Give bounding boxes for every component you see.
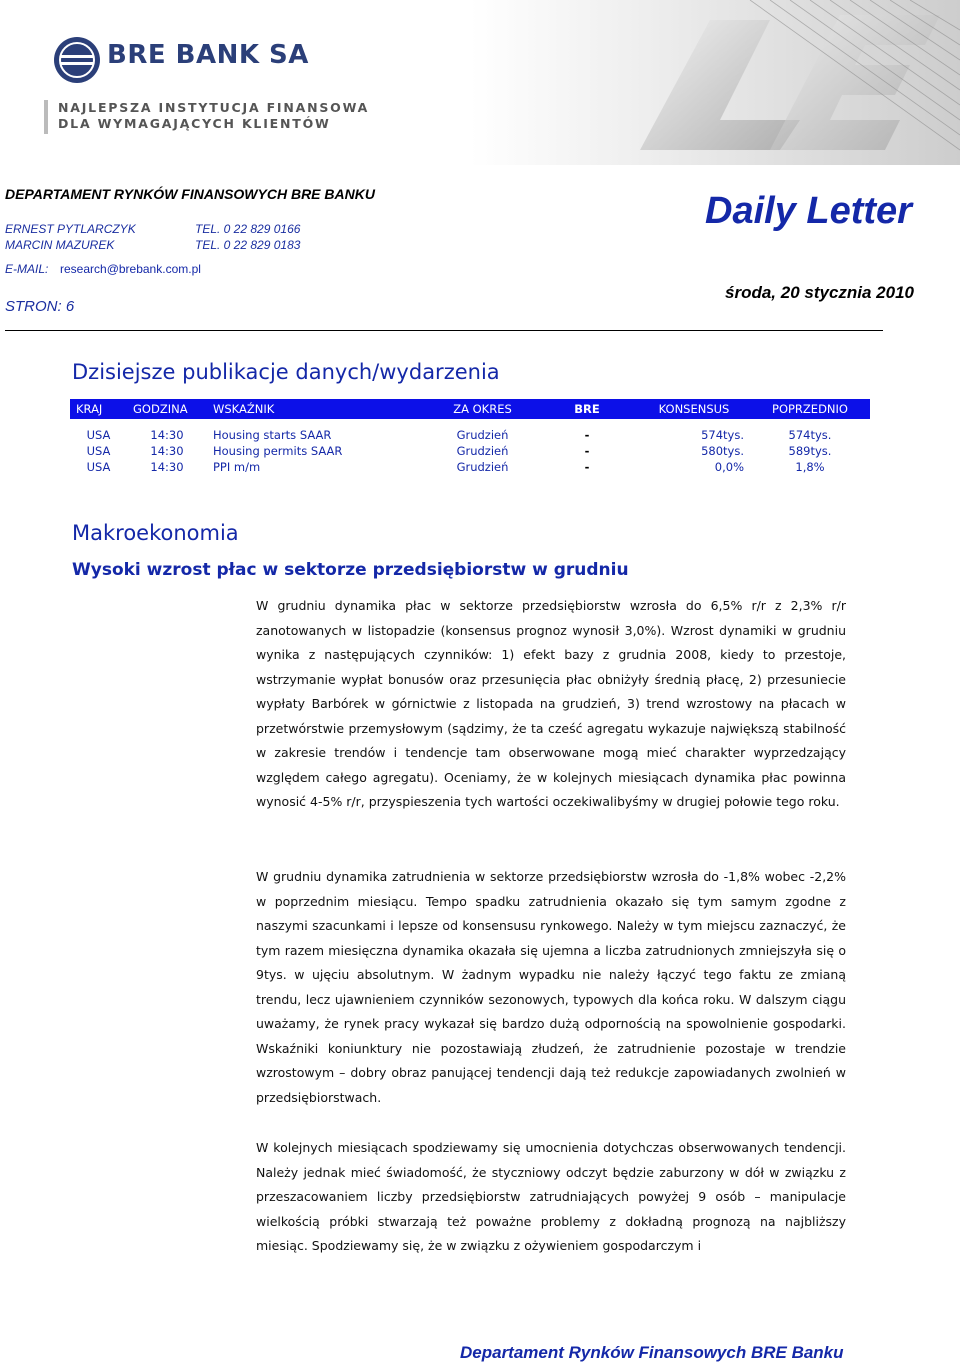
section-heading-macro: Makroekonomia xyxy=(72,521,239,545)
newsletter-title: Daily Letter xyxy=(705,190,912,232)
contact-name-1: ERNEST PYTLARCZYK xyxy=(5,222,136,236)
col-previous: POPRZEDNIO xyxy=(750,399,870,419)
cell-previous: 574tys. xyxy=(788,428,832,442)
article-headline: Wysoki wzrost płac w sektorze przedsiębiorstw w grudniu xyxy=(72,560,629,580)
contact-tel-2: TEL. 0 22 829 0183 xyxy=(195,238,301,252)
issue-date: środa, 20 stycznia 2010 xyxy=(725,283,915,302)
cell-consensus: 0,0% xyxy=(714,460,744,474)
tagline xyxy=(58,100,369,132)
article-paragraph-2: W grudniu dynamika zatrudnienia w sektorze przedsiębiorstw wzrosła do -1,8% wobec -2,2% w poprzednim miesiącu. Tempo spadku zatrudnienia okazało się tym samym zgodne z naszymi szacunkami i lepsze od konsensusu rynkowego. Należy w tym miejscu zaznaczyć, że tym razem miesięczna dynamika okazała się ujemna a liczba zatrudnionych zmniejszyła się o 9tys. w ujęciu absolutnym. W żadnym wypadku nie należy łączyć tego faktu ze zmianą trendu, lecz ujawnieniem czynników sezonowych, typowych dla końca roku. W dalszym ciągu uważamy, że rynek pracy wykazał się bardzo dużą odpornością na spowolnienie gospodarki. Wskaźniki koniunktury nie pozostawiają złudzeń, że zatrudnienie pozostaje w trendzie wzrostowym – dobry obraz panującej tendencji dają też redukcje zapowiadanych zwolnień w przedsiębiorstwach. xyxy=(256,869,846,1105)
publications-table xyxy=(70,399,870,475)
cell-bre: - xyxy=(584,428,590,442)
cell-country: USA xyxy=(86,444,111,458)
table-row xyxy=(70,459,870,475)
cell-indicator: Housing permits SAAR xyxy=(213,444,343,458)
cell-period: Grudzień xyxy=(456,428,509,442)
col-indicator: WSKAŹNIK xyxy=(207,399,429,419)
article-paragraph-1: W grudniu dynamika płac w sektorze przedsiębiorstw wzrosła do 6,5% r/r z 2,3% r/r zanotowanych w listopadzie (konsensus prognoz wynosił 3,0%). Wzrost dynamiki w grudniu wynika z następujących czynników: 1) efekt bazy z grudnia 2008, kiedy to przestoje, wstrzymanie wypłat bonusów oraz przesunięcia płac obniżyły średnią płacę, 2) przesuniecie wypłaty Barbórek w górnictwie z listopada na grudzień, 3) trend wzrostowy na płacach w przetwórstwie przemysłowym (sądzimy, że ta cześć agregatu wykazuje największą stabilność w zakresie trendów i tendencje tam obserwowane mogą mieć charakter wyprzedzający względem całego agregatu). Oceniamy, że w kolejnych miesiącach dynamika płac powinna wynosić 4-5% r/r, przyspieszenia tych wartości oczekiwalibyśmy w drugiej połowie tego roku. xyxy=(256,598,846,809)
header-divider xyxy=(5,330,883,331)
cell-country: USA xyxy=(86,428,111,442)
table-row xyxy=(70,419,870,443)
col-consensus: KONSENSUS xyxy=(638,399,750,419)
cell-period: Grudzień xyxy=(456,444,509,458)
email-label: E-MAIL: xyxy=(5,262,49,276)
table-header-row xyxy=(70,399,870,419)
contact-name-2: MARCIN MAZUREK xyxy=(5,238,115,252)
footer-department: Departament Rynków Finansowych BRE Banku xyxy=(460,1343,844,1362)
cell-time: 14:30 xyxy=(150,428,184,442)
cell-previous: 1,8% xyxy=(795,460,825,474)
cell-period: Grudzień xyxy=(456,460,509,474)
banner-graphic xyxy=(470,0,960,165)
cell-bre: - xyxy=(584,444,590,458)
col-period: ZA OKRES xyxy=(429,399,536,419)
table-row xyxy=(70,443,870,459)
tagline-bar xyxy=(44,100,48,134)
tagline-line1: NAJLEPSZA INSTYTUCJA FINANSOWA xyxy=(58,100,370,115)
cell-indicator: Housing starts SAAR xyxy=(213,428,332,442)
publications-heading: Dzisiejsze publikacje danych/wydarzenia xyxy=(72,360,500,384)
tagline-line2: DLA WYMAGAJĄCYCH KLIENTÓW xyxy=(58,116,331,131)
cell-previous: 589tys. xyxy=(788,444,832,458)
cell-time: 14:30 xyxy=(150,460,184,474)
bre-3d-letters-graphic xyxy=(470,0,960,165)
contact-tel-1: TEL. 0 22 829 0166 xyxy=(195,222,301,236)
cell-country: USA xyxy=(86,460,111,474)
cell-time: 14:30 xyxy=(150,444,184,458)
article-paragraph-3: W kolejnych miesiącach spodziewamy się umocnienia dotychczas obserwowanych tendencji. Należy jednak mieć świadomość, że styczniowy odczyt będzie zaburzony w dół w związku z przeszacowaniem liczby przedsiębiorstw zatrudniających powyżej 9 osób – manipulacje wielkością próbki stwarzają też poważne problemy z dokładną prognozą na najbliższy miesiąc. Spodziewamy się, że w związku z ożywieniem gospodarczym i xyxy=(256,1140,846,1253)
email-link[interactable]: research@brebank.com.pl xyxy=(60,262,201,276)
col-time: GODZINA xyxy=(127,399,207,419)
cell-indicator: PPI m/m xyxy=(213,460,261,474)
page-count: STRON: 6 xyxy=(5,298,75,315)
header-banner xyxy=(0,0,960,165)
bre-logo-icon xyxy=(52,35,102,89)
department-title: DEPARTAMENT RYNKÓW FINANSOWYCH BRE BANKU xyxy=(5,186,375,202)
cell-bre: - xyxy=(584,460,590,474)
col-bre: BRE xyxy=(536,399,638,419)
cell-consensus: 574tys. xyxy=(701,428,744,442)
col-country: KRAJ xyxy=(70,399,127,419)
bank-name: BRE BANK SA xyxy=(107,40,309,70)
cell-consensus: 580tys. xyxy=(701,444,744,458)
